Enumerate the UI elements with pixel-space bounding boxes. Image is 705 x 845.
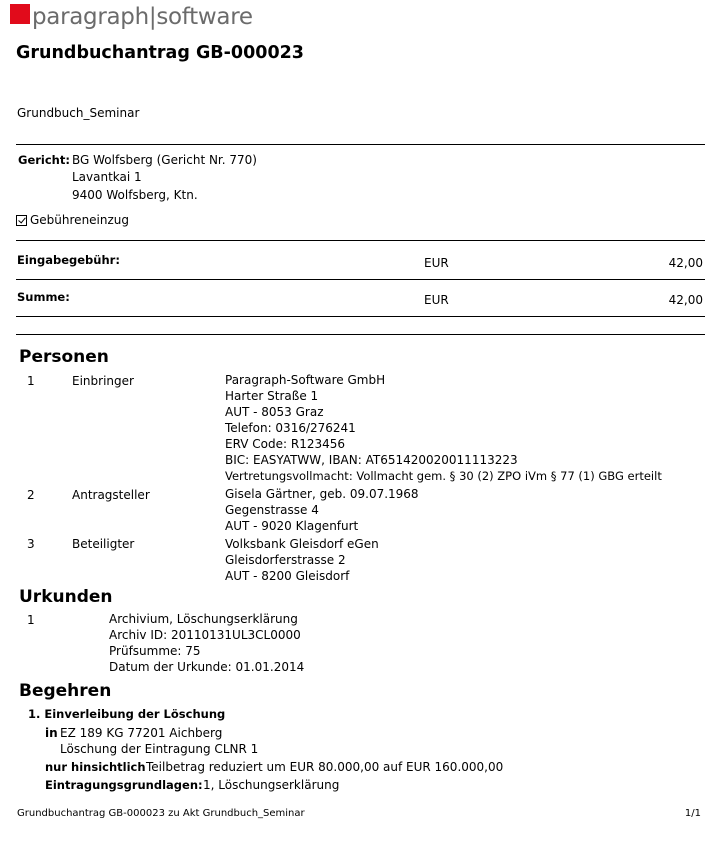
person-line: Harter Straße 1 (225, 389, 319, 403)
sum-label: Summe: (17, 290, 70, 304)
person-role: Einbringer (72, 374, 134, 388)
divider (16, 316, 705, 317)
logo-text: paragraph|software (32, 4, 253, 30)
begehren-in-label: in (45, 726, 58, 740)
fee-amount: 42,00 (668, 256, 703, 270)
section-heading-personen: Personen (19, 347, 109, 367)
akt-name: Grundbuch_Seminar (17, 106, 140, 120)
person-line: Vertretungsvollmacht: Vollmacht gem. § 30 (2) ZPO iVm § 77 (1) GBG erteilt (225, 469, 662, 483)
fee-currency: EUR (424, 256, 449, 270)
person-line: Gegenstrasse 4 (225, 503, 319, 517)
urkunde-line: Archiv ID: 20110131UL3CL0000 (109, 628, 301, 642)
page-footer-text: Grundbuchantrag GB-000023 zu Akt Grundbuch_Seminar (17, 808, 305, 819)
gericht-line: Lavantkai 1 (72, 170, 142, 184)
gebuehreneinzug (16, 212, 129, 228)
urkunde-line: Datum der Urkunde: 01.01.2014 (109, 660, 305, 674)
divider (16, 144, 705, 145)
person-line: Telefon: 0316/276241 (225, 421, 356, 435)
section-heading-begehren: Begehren (19, 681, 112, 701)
document-title: Grundbuchantrag GB-000023 (16, 43, 304, 63)
begehren-nur-value: Teilbetrag reduziert um EUR 80.000,00 auf EUR 160.000,00 (146, 760, 504, 774)
gericht-label: Gericht: (18, 153, 70, 167)
person-line: ERV Code: R123456 (225, 437, 346, 451)
fee-label: Eingabegebühr: (17, 253, 120, 267)
urkunde-line: Prüfsumme: 75 (109, 644, 201, 658)
person-line: Volksbank Gleisdorf eGen (225, 537, 379, 551)
logo-square-icon (10, 4, 30, 24)
divider (16, 334, 705, 335)
person-line: AUT - 9020 Klagenfurt (225, 519, 359, 533)
gebuehreneinzug-checkbox (16, 215, 27, 226)
person-nr: 3 (27, 537, 35, 551)
divider (16, 279, 705, 280)
begehren-grund-label: Eintragungsgrundlagen: (45, 778, 203, 792)
sum-amount: 42,00 (668, 293, 703, 307)
divider (16, 240, 705, 241)
gebuehreneinzug-label: Gebühreneinzug (30, 213, 130, 227)
person-line: AUT - 8053 Graz (225, 405, 324, 419)
sum-currency: EUR (424, 293, 449, 307)
person-line: Paragraph-Software GmbH (225, 373, 386, 387)
person-line: AUT - 8200 Gleisdorf (225, 569, 350, 583)
person-line: Gisela Gärtner, geb. 09.07.1968 (225, 487, 419, 501)
person-nr: 1 (27, 374, 35, 388)
begehren-item-title: 1. Einverleibung der Löschung (28, 707, 226, 721)
begehren-in-value: EZ 189 KG 77201 Aichberg (60, 726, 223, 740)
section-heading-urkunden: Urkunden (19, 587, 113, 607)
begehren-loeschung: Löschung der Eintragung CLNR 1 (60, 742, 259, 756)
begehren-grund-value: 1, Löschungserklärung (203, 778, 340, 792)
urkunde-line: Archivium, Löschungserklärung (109, 612, 298, 626)
person-role: Beteiligter (72, 537, 135, 551)
gericht-line: BG Wolfsberg (Gericht Nr. 770) (72, 153, 257, 167)
urkunde-nr: 1 (27, 613, 35, 627)
person-nr: 2 (27, 488, 35, 502)
company-logo (10, 2, 253, 32)
person-line: BIC: EASYATWW, IBAN: AT651420020011113223 (225, 453, 518, 467)
begehren-nur-label: nur hinsichtlich (45, 760, 146, 774)
page-number: 1/1 (684, 808, 701, 819)
person-role: Antragsteller (72, 488, 150, 502)
person-line: Gleisdorferstrasse 2 (225, 553, 346, 567)
gericht-line: 9400 Wolfsberg, Ktn. (72, 188, 198, 202)
